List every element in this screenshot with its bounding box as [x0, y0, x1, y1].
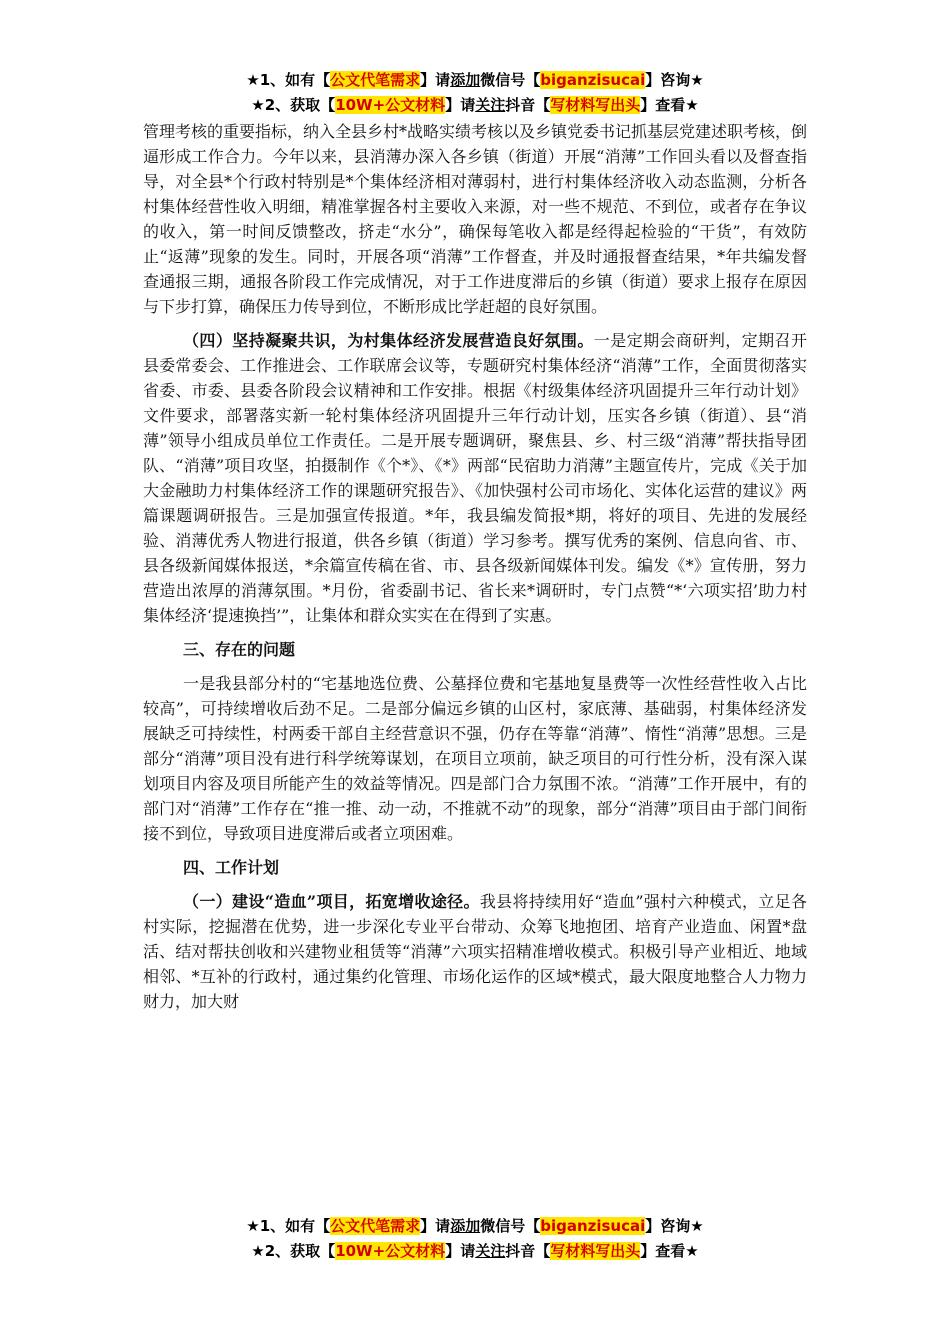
wechat-id-highlight: biganzisucai — [540, 1217, 646, 1235]
promo-highlight: 10W+公文材料 — [335, 1242, 446, 1260]
promo-text: 】请 — [420, 71, 451, 89]
document-body — [143, 119, 807, 1014]
promo-text: 微信号【 — [480, 1217, 541, 1235]
promo-line-2 — [0, 93, 950, 118]
promo-banner-top — [0, 68, 950, 118]
paragraph-text: 我县将持续用好“造血”强村六种模式，立足各村实际，挖掘潜在优势，进一步深化专业平台带动、众筹飞地抱团、培育产业造血、闲置*盘活、结对帮扶创收和兴建物业租赁等“消薄”六项实招精准增收模式。积极引导产业相近、地域相邻、*互补的行政村，通过集约化管理、市场化运作的区域*模式，最大限度地整合人力物力财力，加大财 — [143, 892, 807, 1011]
promo-text: 】咨询★ — [645, 71, 704, 89]
promo-text: ★2、获取【 — [251, 1242, 336, 1260]
promo-text: ★1、如有【 — [246, 71, 331, 89]
paragraph — [143, 328, 807, 628]
promo-text: 】请 — [445, 96, 476, 114]
promo-text: 微信号【 — [480, 71, 541, 89]
douyin-account-highlight: 写材料写出头 — [550, 1242, 641, 1260]
paragraph-lead-heading: （四）坚持凝聚共识，为村集体经济发展营造良好氛围。 — [183, 331, 594, 350]
promo-text: 】查看★ — [640, 1242, 699, 1260]
promo-text: 】查看★ — [640, 96, 699, 114]
promo-underlined-text: 关注 — [475, 96, 506, 114]
promo-underlined-text: 添加 — [450, 71, 481, 89]
wechat-id-highlight: biganzisucai — [540, 71, 646, 89]
promo-text: 抖音【 — [505, 1242, 551, 1260]
promo-text: ★2、获取【 — [251, 96, 336, 114]
paragraph: 管理考核的重要指标，纳入全县乡村*战略实绩考核以及乡镇党委书记抓基层党建述职考核，倒逼形成工作合力。今年以来，县消薄办深入各乡镇（街道）开展“消薄”工作回头看以及督查指导，对全县*个行政村特别是*个集体经济相对薄弱村，进行村集体经济收入动态监测，分析各村集体经营性收入明细，精准掌握各村主要收入来源，对一些不规范、不到位，或者存在争议的收入，第一时间反馈整改，挤走“水分”，确保每笔收入都是经得起检验的“干货”，有效防止“返薄”现象的发生。同时，开展各项“消薄”工作督查，并及时通报督查结果，*年共编发督查通报三期，通报各阶段工作完成情况，对于工作进度滞后的乡镇（街道）要求上报存在原因与下步打算，确保压力传导到位，不断形成比学赶超的良好氛围。 — [143, 122, 808, 316]
promo-text: 】请 — [420, 1217, 451, 1235]
douyin-account-highlight: 写材料写出头 — [550, 96, 641, 114]
paragraph-text: 一是定期会商研判，定期召开县委常委会、工作推进会、工作联席会议等，专题研究村集体经济“消薄”工作，全面贯彻落实省委、市委、县委各阶段会议精神和工作安排。根据《村级集体经济巩固提升三年行动计划》文件要求，部署落实新一轮村集体经济巩固提升三年行动计划，压实各乡镇（街道）、县“消薄”领导小组成员单位工作责任。二是开展专题调研，聚焦县、乡、村三级“消薄”帮扶指导团队、“消薄”项目攻坚，拍摄制作《个*》、《*》两部“民宿助力消薄”主题宣传片，完成《关于加大金融助力村集体经济工作的课题研究报告》、《加快强村公司市场化、实体化运营的建议》两篇课题调研报告。三是加强宣传报道。*年，我县编发简报*期，将好的项目、先进的发展经验、消薄优秀人物进行报道，供各乡镇（街道）学习参考。撰写优秀的案例、信息向省、市、县各级新闻媒体报送，*余篇宣传稿在省、市、县各级新闻媒体刊发。编发《*》宣传册，努力营造出浓厚的消薄氛围。*月份，省委副书记、省长来*调研时，专门点赞“*‘六项实招’助力村集体经济‘提速换挡’”，让集体和群众实实在在得到了实惠。 — [143, 331, 807, 625]
promo-highlight: 公文代笔需求 — [330, 71, 421, 89]
promo-line-1 — [0, 1214, 950, 1239]
promo-highlight: 10W+公文材料 — [335, 96, 446, 114]
promo-text: 抖音【 — [505, 96, 551, 114]
paragraph: 一是我县部分村的“宅基地选位费、公墓择位费和宅基地复垦费等一次性经营性收入占比较高”，可持续增收后劲不足。二是部分偏远乡镇的山区村，家底薄、基础弱，村集体经济发展缺乏可持续性，村两委干部自主经营意识不强，仍存在等靠“消薄”、惰性“消薄”思想。三是部分“消薄”项目没有进行科学统筹谋划，在项目立项前，缺乏项目的可行性分析，没有深入谋划项目内容及项目所能产生的效益等情况。四是部门合力氛围不浓。“消薄”工作开展中，有的部门对“消薄”工作存在“推一推、动一动，不推就不动”的现象，部分“消薄”项目由于部门间衔接不到位，导致项目进度滞后或者立项困难。 — [143, 674, 807, 843]
promo-underlined-text: 添加 — [450, 1217, 481, 1235]
promo-line-2 — [0, 1239, 950, 1264]
promo-text: 】请 — [445, 1242, 476, 1260]
promo-text: ★1、如有【 — [246, 1217, 331, 1235]
promo-line-1 — [0, 68, 950, 93]
promo-banner-bottom — [0, 1214, 950, 1264]
paragraph — [143, 889, 807, 1014]
promo-highlight: 公文代笔需求 — [330, 1217, 421, 1235]
promo-text: 】咨询★ — [645, 1217, 704, 1235]
paragraph-lead-heading: （一）建设“造血”项目，拓宽增收途径。 — [183, 892, 480, 911]
section-heading: 三、存在的问题 — [183, 640, 296, 659]
section-heading: 四、工作计划 — [183, 858, 280, 877]
promo-underlined-text: 关注 — [475, 1242, 506, 1260]
